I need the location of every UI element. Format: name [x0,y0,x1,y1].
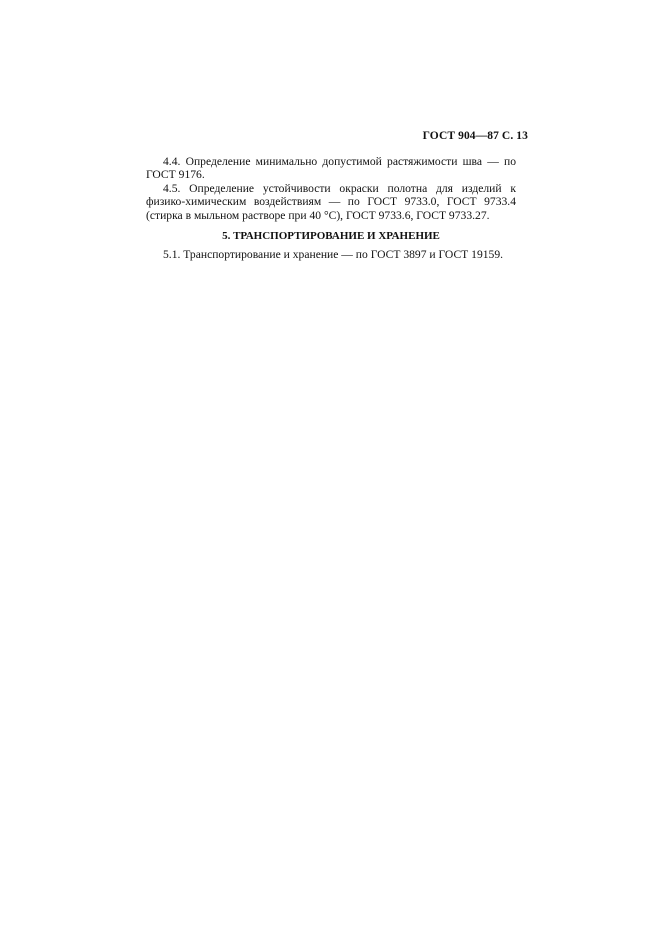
section-4-body [146,155,516,222]
paragraph-4-5: 4.5. Определение устойчивости окраски полотна для изделий к физико-химическим воздействиям — по ГОСТ 9733.0, ГОСТ 9733.4 (стирка в мыльном растворе при 40 °С), ГОСТ 9733.6, ГОСТ 9733.27. [146,181,516,222]
section-5-heading: 5. ТРАНСПОРТИРОВАНИЕ И ХРАНЕНИЕ [222,230,440,242]
paragraph-5-1: 5.1. Транспортирование и хранение — по ГОСТ 3897 и ГОСТ 19159. [163,248,504,261]
section-5-body [146,248,516,261]
page-header: ГОСТ 904—87 С. 13 [422,130,528,142]
paragraph-4-4: 4.4. Определение минимально допустимой растяжимости шва — по ГОСТ 9176. [146,155,516,182]
